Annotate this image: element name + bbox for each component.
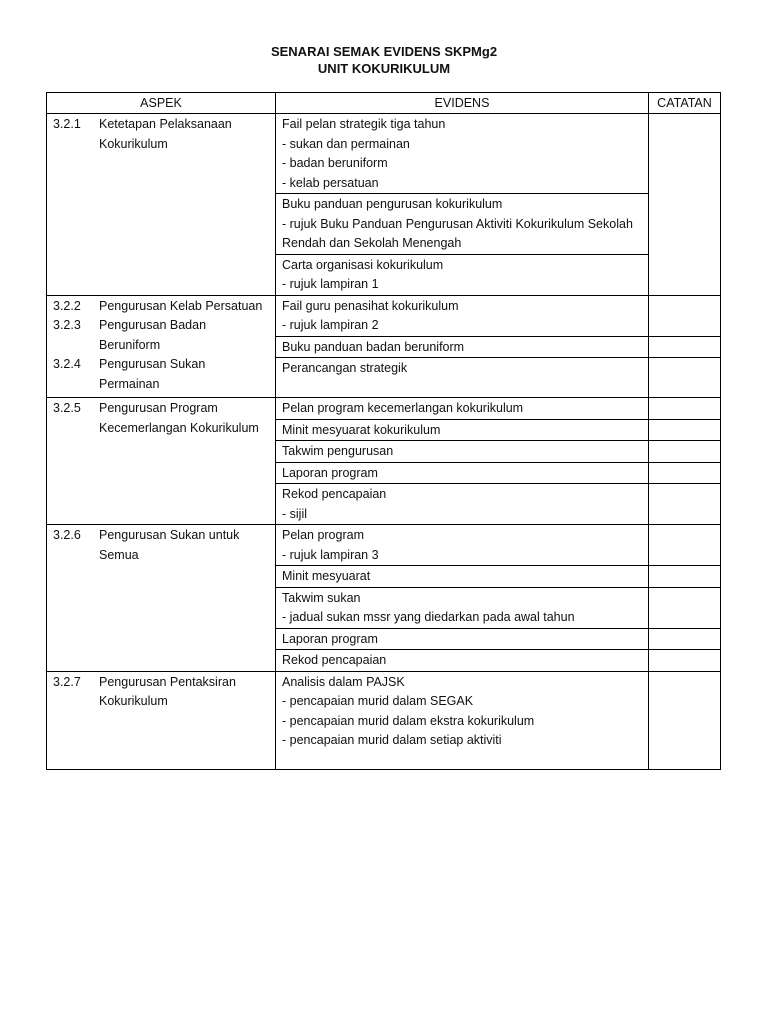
- catatan-cell[interactable]: [649, 566, 721, 588]
- aspek-code: 3.2.7: [53, 674, 81, 689]
- aspek-label: Kecemerlangan Kokurikulum: [99, 420, 259, 435]
- aspek-item: [53, 526, 271, 565]
- evidens-line: Fail guru penasihat kokurikulum: [282, 298, 459, 313]
- aspek-item: [53, 297, 271, 317]
- catatan-cell[interactable]: [649, 484, 721, 525]
- evidens-line: Pelan program: [282, 528, 364, 542]
- table-row: [47, 295, 721, 336]
- evidens-cell: [276, 462, 649, 484]
- evidens-cell: [276, 484, 649, 525]
- evidens-line: - rujuk lampiran 3: [282, 547, 379, 562]
- evidens-line: Analisis dalam PAJSK: [282, 674, 405, 689]
- evidens-line: Rekod pencapaian: [282, 653, 387, 667]
- aspek-label: Beruniform: [99, 337, 161, 352]
- evidens-line: Buku panduan pengurusan kokurikulum: [282, 197, 503, 211]
- table-row: [47, 114, 721, 194]
- evidens-line: Perancangan strategik: [282, 361, 408, 375]
- evidens-line: - sukan dan permainan: [282, 136, 410, 151]
- evidens-cell: [276, 525, 649, 566]
- catatan-cell[interactable]: [649, 587, 721, 628]
- evidens-cell: [276, 566, 649, 588]
- evidens-line: Fail pelan strategik tiga tahun: [282, 117, 446, 131]
- evidens-cell: [276, 587, 649, 628]
- evidens-line: Takwim pengurusan: [282, 444, 394, 458]
- aspek-label: Pengurusan Badan: [99, 318, 207, 332]
- aspek-code: 3.2.4: [53, 357, 81, 371]
- evidens-cell: [276, 650, 649, 672]
- catatan-cell[interactable]: [649, 398, 721, 420]
- catatan-cell[interactable]: [649, 628, 721, 650]
- evidens-line: Takwim sukan: [282, 590, 361, 605]
- document-subtitle: UNIT KOKURIKULUM: [317, 61, 451, 76]
- aspek-cell: [47, 525, 276, 672]
- table-row: [47, 398, 721, 420]
- evidens-cell: [276, 628, 649, 650]
- aspek-item: [53, 115, 271, 154]
- catatan-cell[interactable]: [649, 295, 721, 336]
- aspek-cell: [47, 398, 276, 525]
- header-catatan: CATATAN: [649, 93, 721, 114]
- aspek-item: [53, 316, 271, 355]
- aspek-label: Pengurusan Sukan: [99, 357, 206, 371]
- aspek-label: Pengurusan Pentaksiran: [99, 674, 236, 689]
- evidens-cell: [276, 336, 649, 358]
- evidens-line: - badan beruniform: [282, 156, 388, 170]
- evidens-cell: [276, 358, 649, 398]
- aspek-label: Pengurusan Program: [99, 401, 218, 415]
- catatan-cell[interactable]: [649, 462, 721, 484]
- evidens-line: - rujuk lampiran 2: [282, 318, 379, 332]
- header-aspek: ASPEK: [47, 93, 276, 114]
- evidens-line: - pencapaian murid dalam ekstra kokurikulum: [282, 713, 535, 728]
- catatan-cell[interactable]: [649, 358, 721, 398]
- evidens-cell: [276, 398, 649, 420]
- evidens-line: Laporan program: [282, 465, 378, 480]
- aspek-item: [53, 673, 271, 712]
- evidens-cell: [276, 254, 649, 295]
- aspek-code: 3.2.2: [53, 298, 81, 313]
- aspek-label: Pengurusan Kelab Persatuan: [99, 298, 263, 313]
- evidens-line: Rekod pencapaian: [282, 487, 387, 501]
- evidens-cell: [276, 419, 649, 441]
- evidens-cell: [276, 295, 649, 336]
- aspek-code: 3.2.3: [53, 318, 81, 332]
- document-title: SENARAI SEMAK EVIDENS SKPMg2: [270, 44, 498, 59]
- catatan-cell[interactable]: [649, 525, 721, 566]
- evidens-line: Laporan program: [282, 631, 378, 646]
- checklist-table: [46, 92, 721, 770]
- catatan-cell[interactable]: [649, 419, 721, 441]
- aspek-label: Kokurikulum: [99, 136, 168, 151]
- evidens-cell: [276, 441, 649, 463]
- evidens-line: Pelan program kecemerlangan kokurikulum: [282, 401, 524, 415]
- aspek-item: [53, 399, 271, 438]
- aspek-code: 3.2.1: [53, 117, 81, 131]
- evidens-line: Minit mesyuarat: [282, 569, 371, 583]
- aspek-cell: [47, 114, 276, 296]
- evidens-cell: [276, 114, 649, 194]
- aspek-label: Permainan: [99, 376, 160, 391]
- aspek-item: [53, 355, 271, 394]
- header-evidens: EVIDENS: [276, 93, 649, 114]
- aspek-label: Ketetapan Pelaksanaan: [99, 117, 232, 131]
- evidens-line: - rujuk Buku Panduan Pengurusan Aktiviti Kokurikulum Sekolah: [282, 216, 633, 231]
- catatan-cell[interactable]: [649, 650, 721, 672]
- evidens-line: Minit mesyuarat kokurikulum: [282, 422, 441, 437]
- evidens-line: - kelab persatuan: [282, 175, 379, 190]
- aspek-cell: [47, 671, 276, 769]
- evidens-line: Rendah dan Sekolah Menengah: [282, 236, 462, 250]
- table-row: [47, 671, 721, 769]
- evidens-line: Carta organisasi kokurikulum: [282, 257, 444, 272]
- evidens-line: - sijil: [282, 506, 307, 521]
- catatan-cell[interactable]: [649, 671, 721, 769]
- aspek-code: 3.2.5: [53, 401, 81, 415]
- evidens-line: - jadual sukan mssr yang diedarkan pada awal tahun: [282, 610, 575, 624]
- aspek-label: Semua: [99, 547, 139, 562]
- catatan-cell[interactable]: [649, 336, 721, 358]
- catatan-cell[interactable]: [649, 441, 721, 463]
- evidens-cell: [276, 671, 649, 769]
- table-row: [47, 525, 721, 566]
- evidens-cell: [276, 194, 649, 255]
- aspek-code: 3.2.6: [53, 528, 81, 542]
- evidens-line: - pencapaian murid dalam setiap aktiviti: [282, 733, 502, 747]
- evidens-line: - pencapaian murid dalam SEGAK: [282, 694, 474, 708]
- aspek-cell: [47, 295, 276, 398]
- catatan-cell[interactable]: [649, 114, 721, 296]
- aspek-label: Kokurikulum: [99, 694, 168, 708]
- evidens-line: - rujuk lampiran 1: [282, 277, 379, 291]
- aspek-label: Pengurusan Sukan untuk: [99, 528, 240, 542]
- table-header-row: [47, 93, 721, 114]
- evidens-line: Buku panduan badan beruniform: [282, 339, 465, 354]
